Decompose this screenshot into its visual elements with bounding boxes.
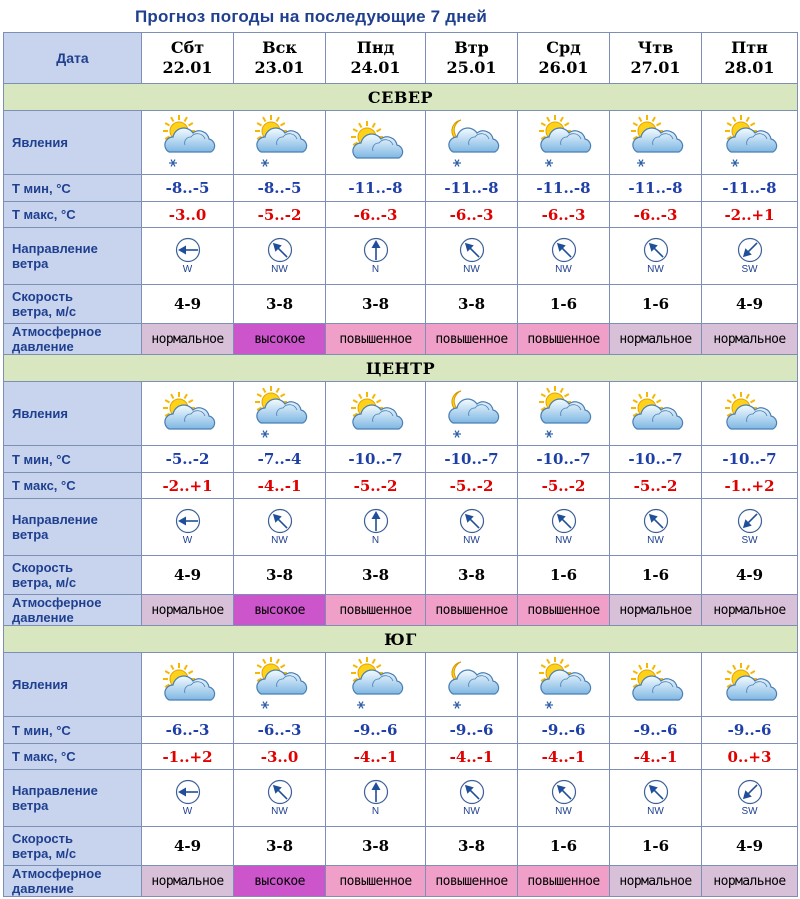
weather-cell <box>234 653 326 717</box>
wind-direction-row <box>4 499 798 556</box>
sun-cloud-snow-icon <box>623 114 689 172</box>
tmin-value: -11..-8 <box>610 175 702 202</box>
sun-cloud-icon <box>623 656 689 714</box>
region-row <box>4 355 798 382</box>
tmax-value: -5..-2 <box>610 473 702 499</box>
tmin-value: -6..-3 <box>142 717 234 744</box>
wind-direction-row <box>4 228 798 285</box>
weather-cell <box>426 653 518 717</box>
wind-speed-value: 3-8 <box>426 285 518 324</box>
day-of-week: Вск <box>262 38 297 57</box>
wind-speed-label-text: Скорость <box>12 560 73 575</box>
tmin-value: -5..-2 <box>142 446 234 473</box>
wind-direction-label <box>4 499 142 556</box>
wind-speed-label-text-2: ветра, м/с <box>12 575 77 590</box>
pressure-value: высокое <box>234 595 326 626</box>
phenomena-label <box>4 653 142 717</box>
wind-direction-cell <box>234 228 326 285</box>
weather-cell <box>610 111 702 175</box>
tmin-label <box>4 446 142 473</box>
pressure-value: повышенное <box>426 595 518 626</box>
tmax-value: -6..-3 <box>610 202 702 228</box>
wind-speed-value: 3-8 <box>326 556 426 595</box>
pressure-label-text-2: давление <box>12 339 74 354</box>
tmin-value: -7..-4 <box>234 446 326 473</box>
tmax-value: -5..-2 <box>234 202 326 228</box>
wind-speed-label-text: Скорость <box>12 289 73 304</box>
wind-speed-value: 3-8 <box>426 827 518 866</box>
day-date: 28.01 <box>724 58 775 77</box>
day-header <box>234 33 326 84</box>
wind-arrow-icon <box>175 779 201 805</box>
wind-arrow-icon <box>459 779 485 805</box>
page-title: Прогноз погоды на последующие 7 дней <box>135 7 488 26</box>
tmin-value: -6..-3 <box>234 717 326 744</box>
wind-direction-text: W <box>182 806 193 817</box>
wind-direction-cell <box>326 499 426 556</box>
pressure-label <box>4 595 142 626</box>
wind-direction-cell <box>610 228 702 285</box>
sun-cloud-snow-icon <box>247 385 313 443</box>
wind-speed-value: 4-9 <box>702 556 798 595</box>
tmax-label <box>4 473 142 499</box>
tmax-row <box>4 473 798 499</box>
weather-cell <box>142 111 234 175</box>
moon-cloud-snow-icon <box>439 114 505 172</box>
tmin-value: -9..-6 <box>426 717 518 744</box>
tmax-label-text: Т макс, °С <box>12 478 76 493</box>
weather-cell <box>426 382 518 446</box>
day-date: 26.01 <box>538 58 589 77</box>
wind-speed-label <box>4 285 142 324</box>
pressure-value: повышенное <box>518 595 610 626</box>
tmin-label <box>4 175 142 202</box>
wind-direction-text: NW <box>463 264 480 275</box>
phenomena-row <box>4 382 798 446</box>
wind-direction-text: W <box>182 535 193 546</box>
weather-cell <box>518 382 610 446</box>
tmin-value: -11..-8 <box>426 175 518 202</box>
wind-arrow-icon <box>551 508 577 534</box>
wind-direction-cell <box>426 770 518 827</box>
wind-speed-value: 4-9 <box>702 285 798 324</box>
weather-cell <box>234 111 326 175</box>
region-row <box>4 626 798 653</box>
wind-speed-value: 3-8 <box>234 285 326 324</box>
wind-direction-cell <box>426 228 518 285</box>
pressure-value: нормальное <box>610 866 702 897</box>
wind-direction-cell <box>518 770 610 827</box>
tmin-value: -10..-7 <box>426 446 518 473</box>
wind-direction-label-text: Направление <box>12 241 98 256</box>
wind-speed-value: 4-9 <box>142 556 234 595</box>
sun-cloud-icon <box>623 385 689 443</box>
wind-arrow-icon <box>267 237 293 263</box>
wind-direction-label-text: Направление <box>12 512 98 527</box>
wind-direction-cell <box>702 228 798 285</box>
day-of-week: Пнд <box>356 38 395 57</box>
pressure-label-text: Атмосферное <box>12 866 102 881</box>
wind-direction-cell <box>702 499 798 556</box>
day-header <box>702 33 798 84</box>
wind-speed-value: 4-9 <box>142 827 234 866</box>
wind-direction-text: W <box>182 264 193 275</box>
tmin-value: -9..-6 <box>702 717 798 744</box>
day-of-week: Втр <box>454 38 489 57</box>
tmin-row <box>4 175 798 202</box>
pressure-value: повышенное <box>518 324 610 355</box>
wind-speed-row <box>4 827 798 866</box>
region-title: СЕВЕР <box>4 84 798 111</box>
wind-arrow-icon <box>363 508 389 534</box>
tmax-value: 0..+3 <box>702 744 798 770</box>
sun-cloud-snow-icon <box>247 114 313 172</box>
tmin-label-text: Т мин, °С <box>12 180 71 196</box>
weather-cell <box>142 382 234 446</box>
weather-cell <box>326 653 426 717</box>
tmax-value: -4..-1 <box>610 744 702 770</box>
wind-speed-label <box>4 556 142 595</box>
weather-cell <box>234 382 326 446</box>
wind-direction-label <box>4 228 142 285</box>
wind-speed-value: 3-8 <box>234 827 326 866</box>
tmin-value: -9..-6 <box>326 717 426 744</box>
tmax-label <box>4 744 142 770</box>
wind-arrow-icon <box>643 779 669 805</box>
region-title: ЦЕНТР <box>4 355 798 382</box>
tmax-value: -5..-2 <box>326 473 426 499</box>
tmax-value: -6..-3 <box>518 202 610 228</box>
sun-cloud-icon <box>717 385 783 443</box>
sun-cloud-snow-icon <box>717 114 783 172</box>
wind-direction-cell <box>702 770 798 827</box>
pressure-value: нормальное <box>702 324 798 355</box>
phenomena-label <box>4 382 142 446</box>
wind-direction-text: NW <box>555 535 572 546</box>
pressure-label-text-2: давление <box>12 881 74 896</box>
weather-cell <box>518 653 610 717</box>
tmin-label <box>4 717 142 744</box>
day-of-week: Птн <box>731 38 768 57</box>
weather-cell <box>702 111 798 175</box>
tmin-value: -11..-8 <box>702 175 798 202</box>
wind-arrow-icon <box>737 508 763 534</box>
tmin-value: -10..-7 <box>326 446 426 473</box>
tmax-value: -5..-2 <box>426 473 518 499</box>
tmax-value: -3..0 <box>142 202 234 228</box>
pressure-row <box>4 595 798 626</box>
pressure-value: нормальное <box>142 324 234 355</box>
wind-speed-label-text-2: ветра, м/с <box>12 304 77 319</box>
wind-direction-cell <box>142 770 234 827</box>
wind-direction-cell <box>326 228 426 285</box>
day-date: 27.01 <box>630 58 681 77</box>
wind-direction-text: NW <box>647 535 664 546</box>
wind-arrow-icon <box>363 779 389 805</box>
wind-arrow-icon <box>267 779 293 805</box>
wind-direction-text: NW <box>555 806 572 817</box>
tmin-label-text: Т мин, °С <box>12 451 71 467</box>
wind-direction-text: SW <box>741 806 758 817</box>
wind-arrow-icon <box>267 508 293 534</box>
wind-speed-label-text: Скорость <box>12 831 73 846</box>
sun-cloud-icon <box>717 656 783 714</box>
wind-direction-text: NW <box>463 806 480 817</box>
pressure-value: нормальное <box>142 595 234 626</box>
sun-cloud-snow-icon <box>531 114 597 172</box>
tmax-value: -1..+2 <box>702 473 798 499</box>
pressure-label-text-2: давление <box>12 610 74 625</box>
wind-direction-cell <box>518 228 610 285</box>
day-header <box>426 33 518 84</box>
wind-speed-label-text-2: ветра, м/с <box>12 846 77 861</box>
sun-cloud-snow-icon <box>531 656 597 714</box>
wind-direction-text: NW <box>271 535 288 546</box>
wind-direction-text: N <box>371 806 380 817</box>
pressure-label <box>4 866 142 897</box>
weather-cell <box>610 382 702 446</box>
phenomena-label-text: Явления <box>12 406 68 421</box>
tmin-value: -10..-7 <box>702 446 798 473</box>
weather-cell <box>702 653 798 717</box>
pressure-value: повышенное <box>326 866 426 897</box>
day-of-week: Чтв <box>637 38 674 57</box>
sun-cloud-icon <box>343 385 409 443</box>
pressure-value: повышенное <box>426 866 518 897</box>
wind-speed-value: 1-6 <box>518 827 610 866</box>
wind-direction-cell <box>142 228 234 285</box>
weather-cell <box>610 653 702 717</box>
region-title: ЮГ <box>4 626 798 653</box>
wind-arrow-icon <box>643 237 669 263</box>
sun-cloud-snow-icon <box>155 114 221 172</box>
tmin-value: -8..-5 <box>234 175 326 202</box>
tmax-value: -4..-1 <box>426 744 518 770</box>
wind-speed-value: 1-6 <box>518 556 610 595</box>
sun-cloud-snow-icon <box>343 656 409 714</box>
header-row <box>4 33 798 84</box>
wind-speed-row <box>4 285 798 324</box>
tmax-value: -2..+1 <box>142 473 234 499</box>
weather-cell <box>326 382 426 446</box>
tmin-value: -11..-8 <box>326 175 426 202</box>
wind-direction-text: NW <box>271 806 288 817</box>
wind-speed-value: 1-6 <box>610 556 702 595</box>
sun-cloud-icon <box>343 114 409 172</box>
pressure-row <box>4 866 798 897</box>
wind-direction-label-text-2: ветра <box>12 256 49 271</box>
tmin-label-text: Т мин, °С <box>12 722 71 738</box>
pressure-value: высокое <box>234 324 326 355</box>
tmin-row <box>4 717 798 744</box>
wind-arrow-icon <box>551 779 577 805</box>
wind-direction-label-text-2: ветра <box>12 527 49 542</box>
phenomena-label-text: Явления <box>12 677 68 692</box>
wind-direction-label-text-2: ветра <box>12 798 49 813</box>
pressure-value: нормальное <box>610 324 702 355</box>
wind-arrow-icon <box>737 237 763 263</box>
day-header <box>518 33 610 84</box>
tmin-value: -10..-7 <box>518 446 610 473</box>
tmax-value: -1..+2 <box>142 744 234 770</box>
day-header <box>326 33 426 84</box>
phenomena-row <box>4 653 798 717</box>
region-row <box>4 84 798 111</box>
sun-cloud-snow-icon <box>247 656 313 714</box>
wind-speed-value: 3-8 <box>234 556 326 595</box>
day-header <box>610 33 702 84</box>
tmin-value: -11..-8 <box>518 175 610 202</box>
pressure-value: высокое <box>234 866 326 897</box>
wind-speed-value: 3-8 <box>426 556 518 595</box>
wind-arrow-icon <box>643 508 669 534</box>
weather-cell <box>142 653 234 717</box>
pressure-label <box>4 324 142 355</box>
wind-speed-value: 4-9 <box>142 285 234 324</box>
wind-direction-text: NW <box>271 264 288 275</box>
pressure-value: нормальное <box>702 595 798 626</box>
tmax-label-text: Т макс, °С <box>12 207 76 222</box>
tmax-value: -6..-3 <box>326 202 426 228</box>
wind-arrow-icon <box>737 779 763 805</box>
phenomena-label <box>4 111 142 175</box>
day-header <box>142 33 234 84</box>
wind-speed-value: 3-8 <box>326 827 426 866</box>
wind-speed-value: 3-8 <box>326 285 426 324</box>
wind-direction-text: SW <box>741 535 758 546</box>
wind-direction-text: N <box>371 264 380 275</box>
tmin-value: -8..-5 <box>142 175 234 202</box>
wind-arrow-icon <box>175 237 201 263</box>
forecast-table <box>3 32 798 897</box>
wind-direction-cell <box>518 499 610 556</box>
wind-direction-text: SW <box>741 264 758 275</box>
weather-cell <box>426 111 518 175</box>
day-of-week: Срд <box>546 38 581 57</box>
wind-direction-text: NW <box>463 535 480 546</box>
wind-direction-cell <box>234 770 326 827</box>
wind-direction-cell <box>610 499 702 556</box>
pressure-value: повышенное <box>426 324 518 355</box>
day-date: 24.01 <box>350 58 401 77</box>
sun-cloud-snow-icon <box>531 385 597 443</box>
wind-direction-cell <box>142 499 234 556</box>
wind-speed-value: 1-6 <box>610 285 702 324</box>
pressure-row <box>4 324 798 355</box>
wind-direction-cell <box>234 499 326 556</box>
wind-arrow-icon <box>175 508 201 534</box>
wind-direction-cell <box>610 770 702 827</box>
wind-speed-row <box>4 556 798 595</box>
tmin-value: -9..-6 <box>518 717 610 744</box>
phenomena-label-text: Явления <box>12 135 68 150</box>
wind-direction-label-text: Направление <box>12 783 98 798</box>
tmax-value: -4..-1 <box>234 473 326 499</box>
day-date: 25.01 <box>446 58 497 77</box>
tmax-value: -4..-1 <box>326 744 426 770</box>
sun-cloud-icon <box>155 656 221 714</box>
pressure-value: повышенное <box>326 595 426 626</box>
tmax-row <box>4 744 798 770</box>
phenomena-row <box>4 111 798 175</box>
day-of-week: Сбт <box>170 38 205 57</box>
wind-direction-cell <box>326 770 426 827</box>
tmax-value: -4..-1 <box>518 744 610 770</box>
wind-speed-value: 4-9 <box>702 827 798 866</box>
wind-direction-label <box>4 770 142 827</box>
tmax-row <box>4 202 798 228</box>
moon-cloud-snow-icon <box>439 385 505 443</box>
pressure-label-text: Атмосферное <box>12 324 102 339</box>
pressure-value: повышенное <box>326 324 426 355</box>
wind-arrow-icon <box>363 237 389 263</box>
tmin-row <box>4 446 798 473</box>
wind-speed-value: 1-6 <box>610 827 702 866</box>
tmax-label <box>4 202 142 228</box>
day-date: 23.01 <box>254 58 305 77</box>
tmax-value: -2..+1 <box>702 202 798 228</box>
tmax-value: -3..0 <box>234 744 326 770</box>
wind-direction-text: NW <box>647 806 664 817</box>
tmin-value: -9..-6 <box>610 717 702 744</box>
wind-direction-text: NW <box>555 264 572 275</box>
wind-speed-label <box>4 827 142 866</box>
date-header: Дата <box>4 33 142 84</box>
moon-cloud-snow-icon <box>439 656 505 714</box>
weather-cell <box>518 111 610 175</box>
tmax-value: -5..-2 <box>518 473 610 499</box>
weather-cell <box>702 382 798 446</box>
wind-arrow-icon <box>459 508 485 534</box>
tmax-value: -6..-3 <box>426 202 518 228</box>
wind-direction-cell <box>426 499 518 556</box>
sun-cloud-icon <box>155 385 221 443</box>
pressure-value: нормальное <box>142 866 234 897</box>
day-date: 22.01 <box>162 58 213 77</box>
wind-direction-text: NW <box>647 264 664 275</box>
pressure-label-text: Атмосферное <box>12 595 102 610</box>
pressure-value: нормальное <box>702 866 798 897</box>
pressure-value: повышенное <box>518 866 610 897</box>
wind-arrow-icon <box>459 237 485 263</box>
tmin-value: -10..-7 <box>610 446 702 473</box>
tmax-label-text: Т макс, °С <box>12 749 76 764</box>
wind-direction-text: N <box>371 535 380 546</box>
weather-cell <box>326 111 426 175</box>
wind-speed-value: 1-6 <box>518 285 610 324</box>
pressure-value: нормальное <box>610 595 702 626</box>
wind-direction-row <box>4 770 798 827</box>
wind-arrow-icon <box>551 237 577 263</box>
